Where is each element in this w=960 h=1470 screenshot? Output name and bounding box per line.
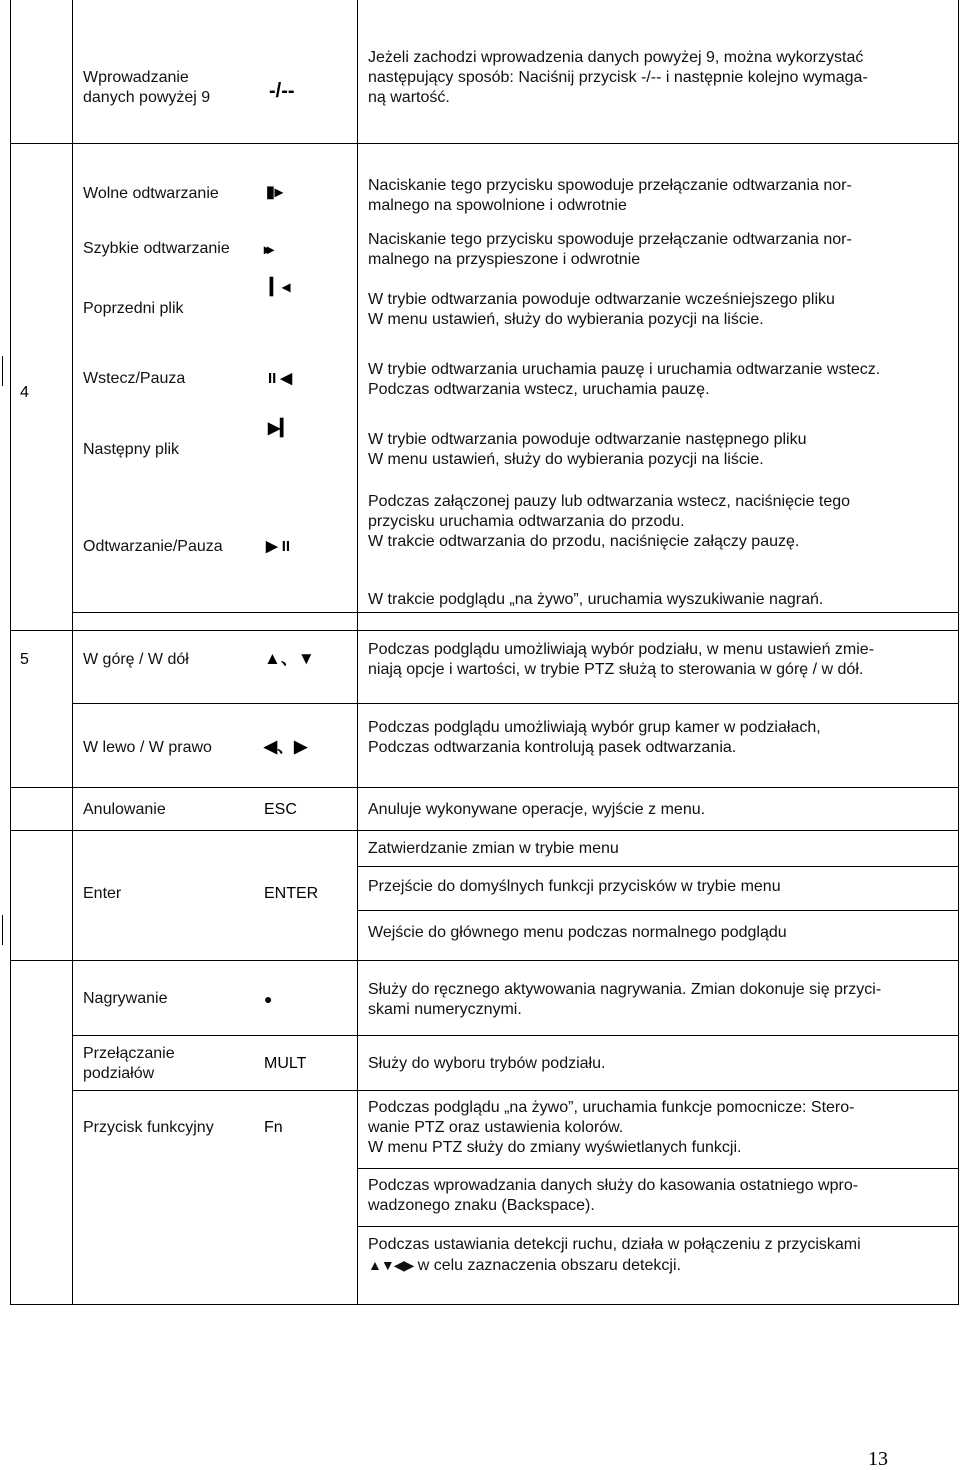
label-up-down: W górę / W dół [83, 651, 189, 668]
label-input-above-9: Wprowadzanie danych powyżej 9 [83, 69, 211, 106]
enter-button-symbol: ENTER [264, 885, 319, 902]
previous-file-icon: ▎◂ [270, 279, 291, 296]
desc-up-down: Podczas podglądu umożliwiają wybór podziału, w menu ustawień zmie- niają opcje i wartości, w trybie PTZ służą to sterowania w górę / w dół. [368, 641, 875, 678]
row-separator [357, 1226, 959, 1227]
desc-cancel: Anuluje wykonywane operacje, wyjście z menu. [368, 801, 706, 818]
desc-play-pause: Podczas załączonej pauzy lub odtwarzania wstecz, naciśnięcie tego przycisku uruchamia odtwarzania do przodu. W trakcie odtwarzania do przodu, naciśnięcie załączy pauzę. [368, 493, 851, 550]
desc-slow-play: Naciskanie tego przycisku spowoduje przełączanie odtwarzania nor- malnego na spowolnione i odwrotnie [368, 177, 852, 214]
mult-button-symbol: MULT [264, 1055, 307, 1072]
label-slow-play: Wolne odtwarzanie [83, 185, 219, 202]
table-col-divider-2 [357, 0, 358, 1305]
desc-left-right: Podczas podglądu umożliwiają wybór grup kamer w podziałach, Podczas odtwarzania kontrolują pasek odtwarzania. [368, 719, 821, 756]
label-rewind-pause: Wstecz/Pauza [83, 370, 186, 387]
label-left-right: W lewo / W prawo [83, 739, 212, 756]
row-separator [357, 1168, 959, 1169]
label-enter: Enter [83, 885, 122, 902]
label-cancel: Anulowanie [83, 801, 166, 818]
desc-enter-menu: Wejście do głównego menu podczas normalnego podglądu [368, 924, 787, 941]
fast-forward-icon: ▸▸ [264, 241, 271, 257]
desc-fast-play: Naciskanie tego przycisku spowoduje przełączanie odtwarzania nor- malnego na przyspieszone i odwrotnie [368, 231, 852, 268]
play-pause-icon: ▶ II [266, 538, 291, 555]
desc-split: Służy do wyboru trybów podziału. [368, 1055, 606, 1072]
row-separator [10, 143, 959, 144]
desc-play-pause-live: W trakcie podglądu „na żywo”, uruchamia wyszukiwanie nagrań. [368, 591, 824, 608]
label-previous-file: Poprzedni plik [83, 300, 184, 317]
row-separator [10, 787, 959, 788]
row-separator [72, 612, 959, 613]
desc-enter-default: Przejście do domyślnych funkcji przycisków w trybie menu [368, 878, 781, 895]
row-number-4: 4 [20, 384, 29, 401]
row-separator [357, 910, 959, 911]
row-separator [357, 866, 959, 867]
desc-enter-confirm: Zatwierdzanie zmian w trybie menu [368, 840, 619, 857]
desc-previous-file: W trybie odtwarzania powoduje odtwarzanie wcześniejszego pliku W menu ustawień, służy do wybierania pozycji na liście. [368, 291, 835, 328]
desc-fn-live: Podczas podglądu „na żywo”, uruchamia funkcje pomocnicze: Stero- wanie PTZ oraz ustawienia kolorów. W menu PTZ służy do zmiany wyświetlanych funkcji. [368, 1099, 855, 1156]
margin-mark [2, 915, 3, 945]
label-play-pause: Odtwarzanie/Pauza [83, 538, 223, 555]
next-file-icon: ▶▎ [268, 420, 293, 437]
row-separator [72, 703, 959, 704]
left-right-arrows-icon: ◀、▶ [264, 737, 308, 756]
desc-fn-motion: Podczas ustawiania detekcji ruchu, działa w połączeniu z przyciskami ▲▼◀▶ w celu zaznaczenia obszaru detekcji. [368, 1236, 861, 1274]
table-left-border [10, 0, 11, 1305]
desc-next-file: W trybie odtwarzania powoduje odtwarzanie następnego pliku W menu ustawień, służy do wybierania pozycji na liście. [368, 431, 807, 468]
rewind-pause-icon: II ◀ [268, 370, 293, 387]
page-number: 13 [868, 1448, 888, 1470]
label-split: Przełączanie podziałów [83, 1045, 175, 1082]
row-separator [10, 960, 959, 961]
desc-record: Służy do ręcznego aktywowania nagrywania. Zmian dokonuje się przyci- skami numerycznymi. [368, 981, 882, 1018]
label-fast-play: Szybkie odtwarzanie [83, 240, 230, 257]
table-bottom-border [10, 1304, 959, 1305]
label-next-file: Następny plik [83, 441, 180, 458]
desc-rewind-pause: W trybie odtwarzania uruchamia pauzę i uruchamia odtwarzanie wstecz. Podczas odtwarzania wstecz, uruchamia pauzę. [368, 361, 881, 398]
label-function-button: Przycisk funkcyjny [83, 1119, 214, 1136]
table-right-border [958, 0, 959, 1305]
dash-slash-dash-button-symbol: -/-- [269, 80, 295, 102]
row-number-5: 5 [20, 651, 29, 668]
record-dot-icon: ● [264, 991, 273, 1007]
desc-input-above-9: Jeżeli zachodzi wprowadzenia danych powyżej 9, można wykorzystać następujący sposób: Naciśnij przycisk -/-- i następnie kolejno wymaga- ną wartość. [368, 49, 868, 106]
margin-mark [2, 356, 3, 386]
row-separator [10, 630, 959, 631]
fn-button-symbol: Fn [264, 1119, 283, 1136]
row-separator [72, 1090, 959, 1091]
slow-play-icon: ▮▸ [266, 184, 283, 201]
up-down-arrows-icon: ▲、▼ [264, 649, 315, 668]
table-col-divider-1 [72, 0, 73, 1305]
row-separator [72, 1035, 959, 1036]
label-record: Nagrywanie [83, 990, 168, 1007]
row-separator [10, 830, 959, 831]
arrow-keys-icon: ▲▼◀▶ [368, 1257, 414, 1273]
desc-fn-backspace: Podczas wprowadzania danych służy do kasowania ostatniego wpro- wadzonego znaku (Backspace). [368, 1177, 859, 1214]
esc-button-symbol: ESC [264, 801, 297, 818]
